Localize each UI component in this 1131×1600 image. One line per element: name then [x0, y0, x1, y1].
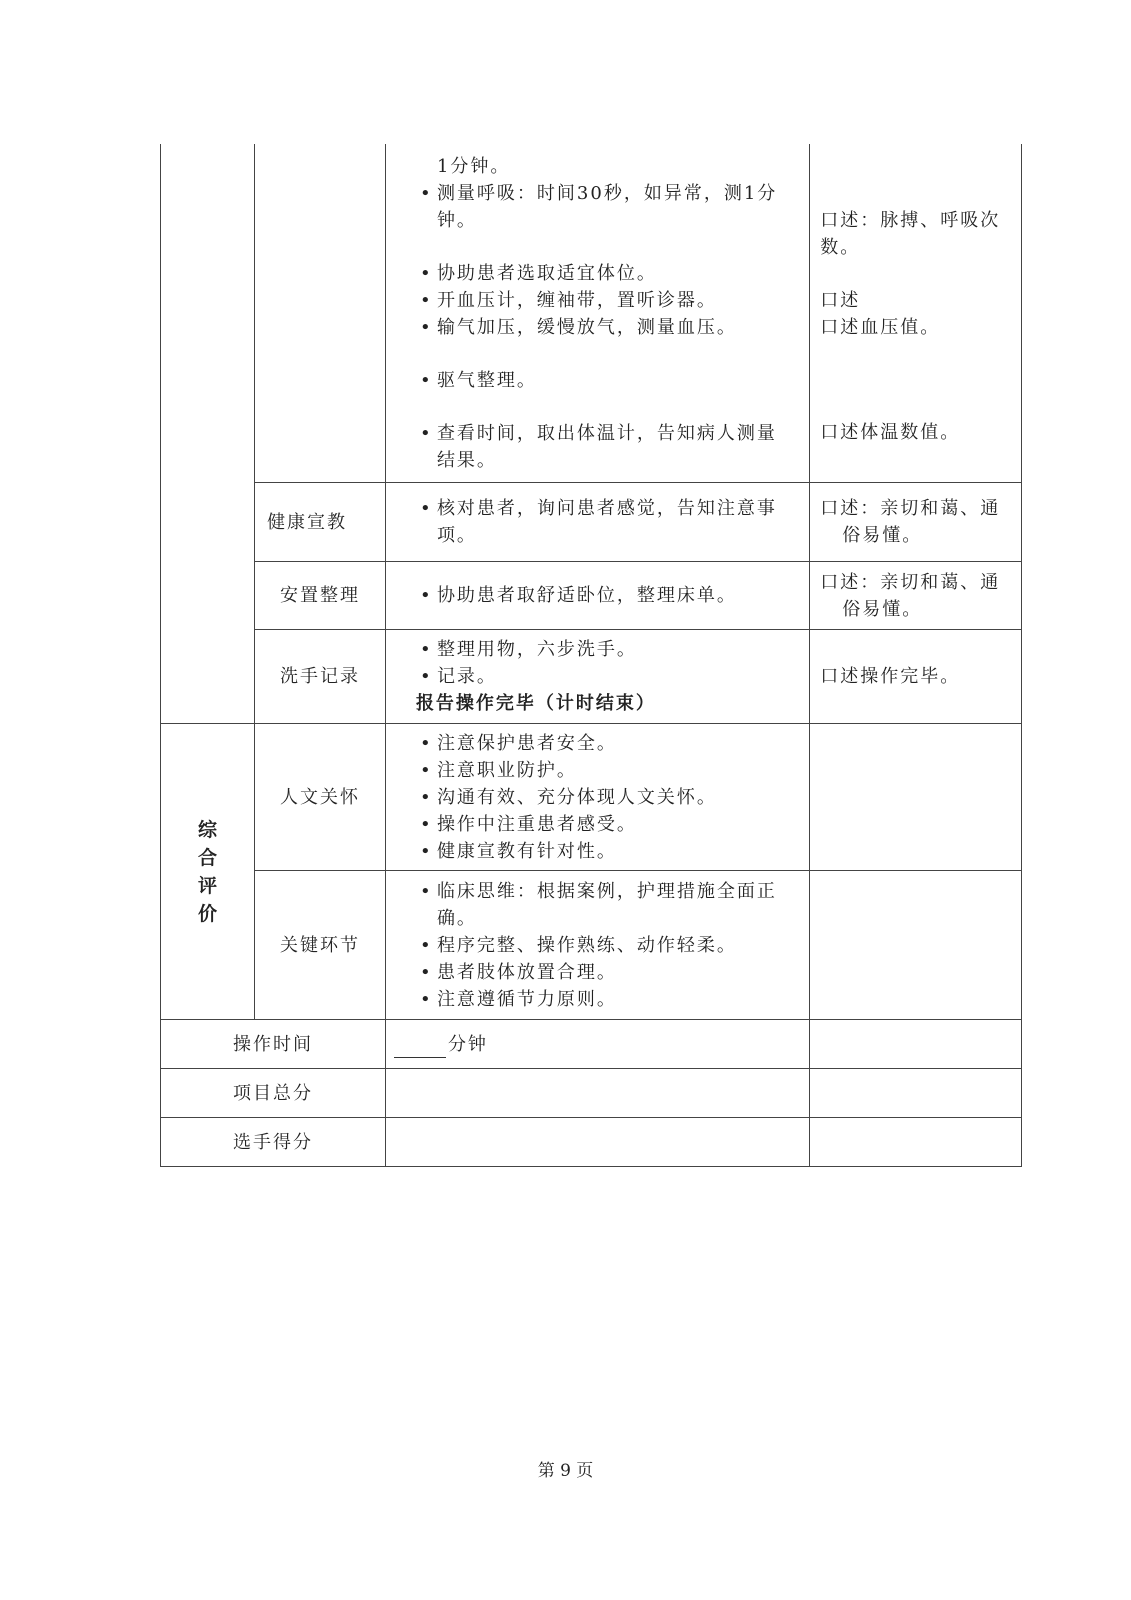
note-line: 口述：脉搏、呼吸次 [820, 209, 1001, 231]
total-score-label: 项目总分 [161, 1069, 386, 1118]
humanistic-care-note [810, 724, 1022, 871]
wash-record-note [810, 630, 1022, 724]
table-row-total-score [161, 1069, 1022, 1118]
content-bullet: • 注意保护患者安全。 [420, 730, 797, 757]
step-health-education: 健康宣教 [255, 483, 386, 562]
step-wash-record: 洗手记录 [255, 630, 386, 724]
contestant-score-value [385, 1118, 809, 1167]
health-education-note [810, 483, 1022, 562]
note-line: 口述：亲切和蔼、通俗易懂。 [820, 498, 1001, 546]
content-bullet: • 开血压计，缠袖带，置听诊器。 [420, 287, 797, 314]
health-education-content [385, 483, 809, 562]
measurement-content-cell [385, 144, 809, 483]
category-cell-continued [161, 630, 255, 724]
step-humanistic-care: 人文关怀 [255, 724, 386, 871]
content-bullet: • 健康宣教有针对性。 [420, 838, 797, 865]
arrange-content [385, 562, 809, 630]
content-bullet: • 协助患者取舒适卧位，整理床单。 [420, 582, 797, 609]
category-comprehensive-evaluation [161, 724, 255, 1020]
content-bullet: • 整理用物，六步洗手。 [420, 636, 797, 663]
table-row-health-education [161, 483, 1022, 562]
time-blank-field[interactable] [394, 1039, 446, 1058]
content-bullet: • 患者肢体放置合理。 [420, 959, 797, 986]
contestant-score-note [810, 1118, 1022, 1167]
content-bullet: • 沟通有效、充分体现人文关怀。 [420, 784, 797, 811]
total-score-note [810, 1069, 1022, 1118]
content-bullet: • 核对患者，询问患者感觉，告知注意事 [420, 495, 797, 522]
note-line: 口述 [820, 289, 861, 311]
table-row-contestant-score [161, 1118, 1022, 1167]
wash-record-content [385, 630, 809, 724]
content-line: 钟。 [436, 209, 477, 231]
operation-time-note [810, 1020, 1022, 1069]
step-arrange: 安置整理 [255, 562, 386, 630]
category-cell-continued [161, 562, 255, 630]
measurement-notes-cell [810, 144, 1022, 483]
step-cell-continued [255, 144, 386, 483]
category-char: 价 [198, 902, 218, 925]
category-char: 评 [198, 874, 218, 897]
category-cell-continued [161, 483, 255, 562]
key-steps-note [810, 871, 1022, 1020]
content-line: 结果。 [436, 449, 497, 471]
note-line: 数。 [820, 236, 861, 258]
table-row-measurement [161, 144, 1022, 483]
operation-time-label: 操作时间 [161, 1020, 386, 1069]
content-bullet: • 注意遵循节力原则。 [420, 986, 797, 1013]
table-row-key-steps [161, 871, 1022, 1020]
content-bullet: • 输气加压，缓慢放气，测量血压。 [420, 314, 797, 341]
category-cell-continued [161, 144, 255, 483]
table-row-operation-time [161, 1020, 1022, 1069]
note-line: 口述操作完毕。 [820, 666, 961, 687]
total-score-value [385, 1069, 809, 1118]
table-row-humanistic-care [161, 724, 1022, 871]
page-number: 第 9 页 [537, 1461, 594, 1481]
content-bullet: • 协助患者选取适宜体位。 [420, 260, 797, 287]
table-row-arrange [161, 562, 1022, 630]
content-bullet: • 注意职业防护。 [420, 757, 797, 784]
content-bullet: • 测量呼吸：时间30秒，如异常，测1分 [420, 180, 797, 207]
note-line: 口述血压值。 [820, 316, 941, 338]
time-unit: 分钟 [447, 1033, 488, 1055]
content-line: 项。 [436, 525, 477, 546]
content-bullet: • 临床思维：根据案例，护理措施全面正 [420, 878, 797, 905]
contestant-score-label: 选手得分 [161, 1118, 386, 1167]
operation-time-cell [385, 1020, 809, 1069]
content-bullet: • 查看时间，取出体温计，告知病人测量 [420, 420, 797, 447]
note-line: 口述：亲切和蔼、通俗易懂。 [820, 571, 1001, 620]
category-char: 综 [198, 818, 218, 841]
category-char: 合 [198, 846, 218, 869]
note-line: 口述体温数值。 [820, 421, 961, 443]
arrange-note [810, 562, 1022, 630]
content-line: 确。 [436, 907, 477, 929]
table-row-wash-record [161, 630, 1022, 724]
content-bullet: • 操作中注重患者感受。 [420, 811, 797, 838]
key-steps-content [385, 871, 809, 1020]
step-key-steps: 关键环节 [255, 871, 386, 1020]
report-complete-line: 报告操作完毕（计时结束） [415, 693, 656, 714]
humanistic-care-content [385, 724, 809, 871]
content-line: 1分钟。 [436, 155, 511, 177]
content-bullet: • 记录。 [420, 663, 797, 690]
content-bullet: • 驱气整理。 [420, 367, 797, 394]
content-bullet: • 程序完整、操作熟练、动作轻柔。 [420, 932, 797, 959]
scoring-table [160, 144, 1022, 1167]
